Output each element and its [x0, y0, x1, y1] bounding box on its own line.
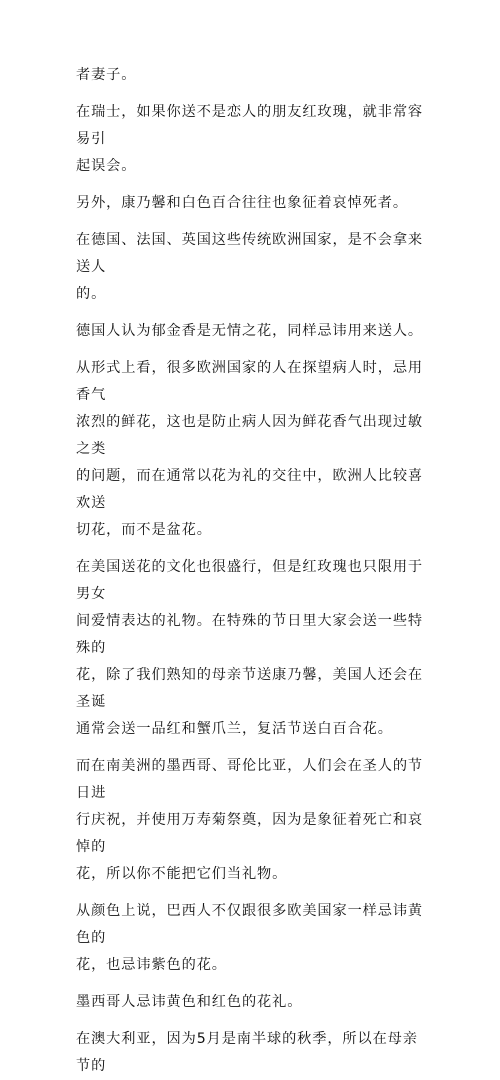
paragraph-9: 从颜色上说，巴西人不仅跟很多欧美国家一样忌讳黄色的 花，也忌讳紫色的花。	[76, 903, 424, 973]
paragraph-11: 在澳大利亚，因为5月是南半球的秋季，所以在母亲节的	[76, 1031, 418, 1074]
paragraph-2: 在瑞士，如果你送不是恋人的朋友红玫瑰，就非常容易引 起误会。	[76, 104, 424, 174]
paragraph-7: 在美国送花的文化也很盛行，但是红玫瑰也只限用于男女 间爱情表达的礼物。在特殊的节日里大家会送一些特殊的 花，除了我们熟知的母亲节送康乃馨，美国人还会在圣诞 通常会送一品红和蟹爪兰，复活节送白百合花。	[76, 559, 424, 737]
paragraph-5: 德国人认为郁金香是无情之花，同样忌讳用来送人。	[76, 323, 424, 339]
paragraph-3: 另外，康乃馨和白色百合往往也象征着哀悼死者。	[76, 195, 408, 211]
paragraph-8: 而在南美洲的墨西哥、哥伦比亚，人们会在圣人的节日进 行庆祝，并使用万寿菊祭奠，因为是象征着死亡和哀悼的 花，所以你不能把它们当礼物。	[76, 758, 424, 882]
paragraph-10: 墨西哥人忌讳黄色和红色的花礼。	[76, 994, 303, 1010]
paragraph-1: 者妻子。	[76, 67, 137, 83]
paragraph-4: 在德国、法国、英国这些传统欧洲国家，是不会拿来送人 的。	[76, 232, 424, 302]
paragraph-6: 从形式上看，很多欧洲国家的人在探望病人时，忌用香气 浓烈的鲜花，这也是防止病人因为鲜花香气出现过敏之类 的问题，而在通常以花为礼的交往中，欧洲人比较喜欢送 切花，而不是盆花。	[76, 360, 424, 538]
